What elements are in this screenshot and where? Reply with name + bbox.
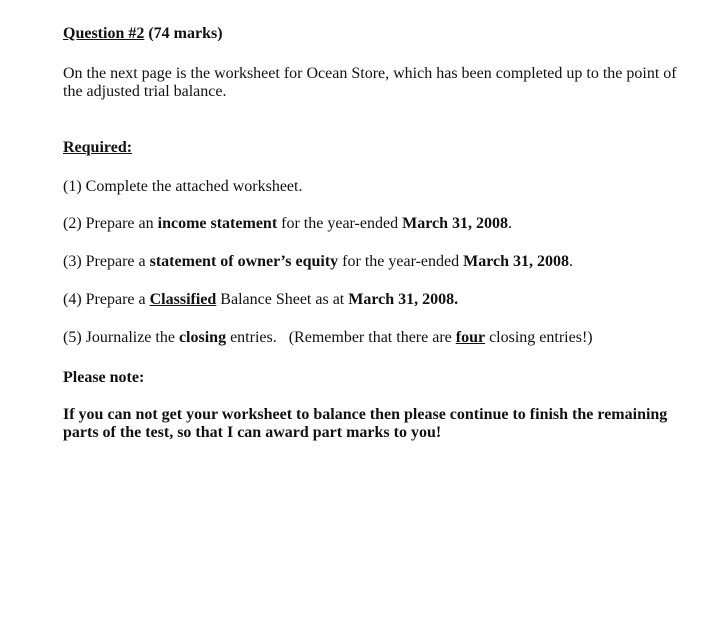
required-heading: Required:: [63, 139, 133, 156]
list-item-2: [63, 215, 698, 233]
item-4-text-b: Balance Sheet as at: [216, 291, 349, 308]
item-3-text-a: (3) Prepare a: [63, 253, 150, 270]
item-2-bold-b: March 31, 2008: [402, 215, 509, 232]
item-4-bold-underline: Classified: [149, 291, 217, 308]
item-3-text-c: .: [569, 253, 574, 270]
list-item-1: [63, 178, 698, 196]
intro-paragraph: On the next page is the worksheet for Ocean Store, which has been completed up to the point of the adjusted trial balance.: [63, 65, 677, 100]
item-1-text: (1) Complete the attached worksheet.: [63, 178, 303, 195]
item-5-bold-underline: four: [455, 329, 486, 346]
note-text: If you can not get your worksheet to balance then please continue to finish the remaining parts of the test, so that I can award part marks to you!: [63, 406, 668, 441]
item-2-text-c: .: [508, 215, 513, 232]
list-item-4: [63, 291, 698, 309]
list-item-3: [63, 253, 698, 271]
question-heading: [63, 25, 698, 43]
note-heading: Please note:: [63, 369, 145, 386]
question-number: Question #2: [63, 25, 145, 42]
item-3-bold-a: statement of owner’s equity: [149, 253, 339, 270]
item-4-bold-b: March 31, 2008.: [348, 291, 459, 308]
list-item-5: [63, 329, 698, 347]
item-3-text-b: for the year-ended: [338, 253, 464, 270]
item-5-text-b: entries. (Remember that there are: [226, 329, 456, 346]
question-marks: (74 marks): [144, 25, 223, 42]
item-5-text-c: closing entries!): [485, 329, 593, 346]
item-5-bold-a: closing: [178, 329, 227, 346]
item-5-text-a: (5) Journalize the: [63, 329, 179, 346]
item-3-bold-b: March 31, 2008: [463, 253, 570, 270]
item-2-text-a: (2) Prepare an: [63, 215, 158, 232]
item-2-text-b: for the year-ended: [277, 215, 403, 232]
item-2-bold-a: income statement: [157, 215, 278, 232]
item-4-text-a: (4) Prepare a: [63, 291, 150, 308]
